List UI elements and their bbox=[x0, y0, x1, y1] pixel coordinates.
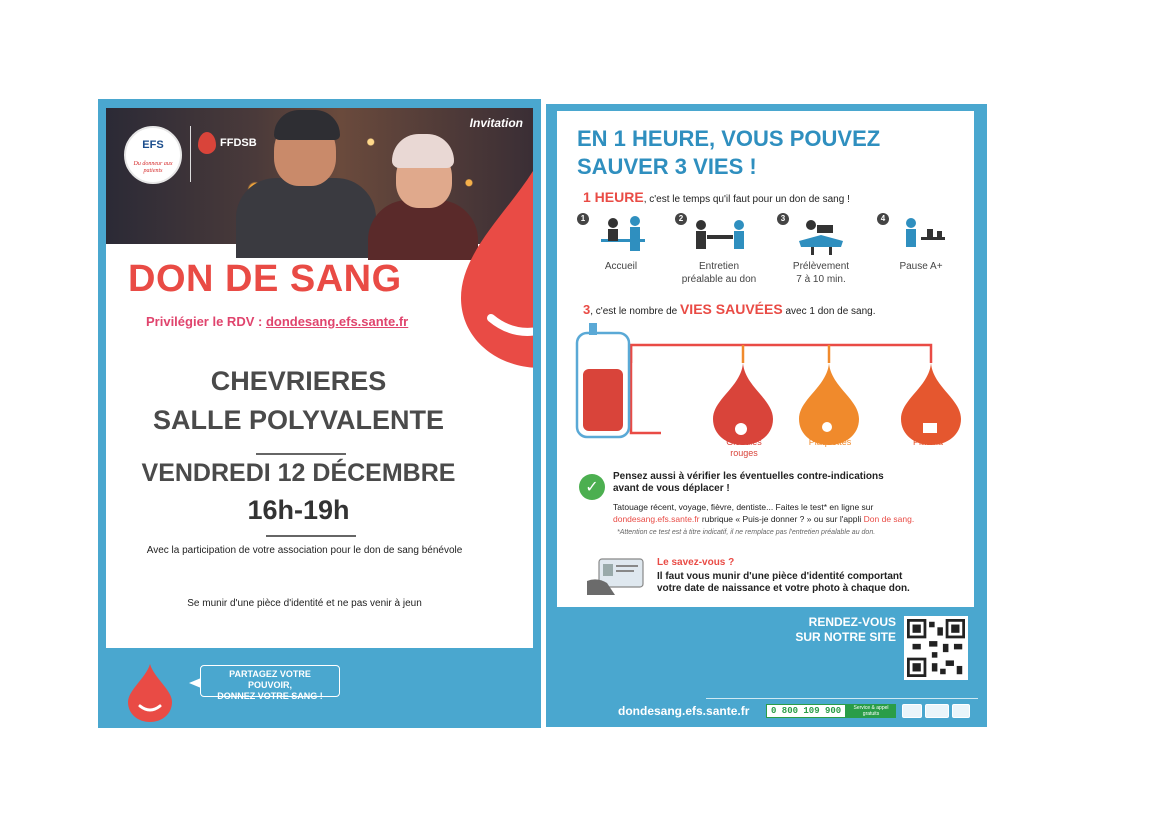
product-name: rouges bbox=[730, 448, 758, 458]
association-note: Avec la participation de votre association pour le don de sang bénévole bbox=[146, 545, 463, 556]
step-interview bbox=[669, 211, 769, 285]
lives-text: avec 1 don de sang. bbox=[782, 306, 876, 317]
cta-line: RENDEZ-VOUS bbox=[808, 615, 896, 629]
step-number: 2 bbox=[675, 213, 687, 225]
id-note: Se munir d'une pièce d'identité et ne pas venir à jeun bbox=[187, 598, 422, 609]
headline-line: SAUVER 3 VIES ! bbox=[577, 154, 757, 179]
phone-number: 0 800 109 900 bbox=[766, 704, 846, 718]
hour-highlight: 1 HEURE bbox=[583, 189, 644, 205]
lives-number: 3 bbox=[583, 302, 591, 317]
hour-text: , c'est le temps qu'il faut pour un don de sang ! bbox=[643, 194, 850, 205]
step-number: 3 bbox=[777, 213, 789, 225]
product-name: Globules bbox=[726, 437, 762, 447]
divider bbox=[256, 453, 346, 455]
step-label: Entretien bbox=[698, 261, 740, 272]
step-number: 1 bbox=[577, 213, 589, 225]
logo-divider bbox=[190, 126, 191, 182]
location-town: CHEVRIERES bbox=[210, 366, 387, 396]
id-card-icon bbox=[585, 555, 647, 597]
check-icon: ✓ bbox=[579, 474, 605, 500]
site-url[interactable]: dondesang.efs.sante.fr bbox=[618, 704, 750, 718]
woman-hat bbox=[392, 134, 454, 168]
slogan-line: PARTAGEZ VOTRE POUVOIR, bbox=[229, 669, 311, 690]
rdv-link[interactable]: dondesang.efs.sante.fr bbox=[265, 314, 409, 329]
ffdsb-logo bbox=[198, 132, 257, 154]
divider bbox=[266, 535, 356, 537]
flyer-title: DON DE SANG bbox=[128, 258, 402, 300]
step-label: Accueil bbox=[604, 261, 638, 272]
test-info-text: rubrique « Puis-je donner ? » ou sur l'appli bbox=[699, 514, 864, 524]
step-number: 4 bbox=[877, 213, 889, 225]
lives-text: , c'est le nombre de bbox=[590, 306, 680, 317]
product-name: Plasma bbox=[912, 437, 943, 447]
eligibility-link[interactable]: dondesang.efs.sante.fr bbox=[613, 514, 700, 524]
step-donation bbox=[771, 211, 871, 285]
rdv-line bbox=[146, 314, 408, 329]
info-flyer bbox=[546, 104, 987, 727]
efs-logo-tagline: Du donneur aux patients bbox=[133, 161, 173, 174]
lives-highlight: VIES SAUVÉES bbox=[679, 301, 783, 317]
efs-logo-text: EFS bbox=[142, 139, 164, 151]
free-call-tag: Service & appel gratuits bbox=[846, 704, 896, 718]
event-date: VENDREDI 12 DÉCEMBRE bbox=[141, 459, 456, 487]
warning-line: Pensez aussi à vérifier les éventuelles contre-indications bbox=[613, 471, 884, 482]
smiling-blood-drop-icon bbox=[126, 664, 174, 722]
step-label: Prélèvement bbox=[792, 261, 850, 272]
interview-icon bbox=[689, 211, 749, 259]
partner-logo-icon bbox=[952, 704, 970, 718]
partner-logo-icon bbox=[925, 704, 949, 718]
eligibility-test-info bbox=[613, 501, 914, 525]
invitation-flyer bbox=[98, 99, 541, 728]
efs-logo bbox=[124, 126, 182, 184]
step-break bbox=[871, 211, 971, 272]
product-name: Plaquettes bbox=[808, 437, 852, 447]
donation-chair-icon bbox=[791, 211, 851, 259]
man-figure bbox=[236, 178, 376, 258]
rdv-prefix: Privilégier le RDV : bbox=[146, 314, 266, 329]
attention-note: *Attention ce test est à titre indicatif, il ne remplace pas l'entretien préalable au don. bbox=[617, 529, 876, 536]
event-hours: 16h-19h bbox=[247, 495, 350, 525]
slogan-line: DONNEZ VOTRE SANG ! bbox=[217, 691, 323, 701]
ffdsb-text: FFDSB bbox=[220, 137, 257, 149]
contraindications-warning bbox=[613, 471, 884, 495]
step-welcome bbox=[571, 211, 671, 272]
id-requirement bbox=[657, 571, 910, 595]
info-card bbox=[557, 111, 974, 607]
lives-line bbox=[583, 301, 876, 317]
slogan-bubble bbox=[200, 665, 340, 701]
divider bbox=[706, 698, 978, 699]
man-hat bbox=[274, 110, 340, 140]
invitation-label: Invitation bbox=[469, 116, 523, 130]
hour-line bbox=[583, 189, 850, 205]
visit-site-cta bbox=[776, 615, 896, 645]
qr-code-icon[interactable] bbox=[904, 616, 968, 680]
test-info-line: Tatouage récent, voyage, fièvre, dentiste... Faites le test* en ligne sur bbox=[613, 502, 874, 512]
blood-drop-icon bbox=[198, 132, 216, 154]
id-requirement-line: Il faut vous munir d'une pièce d'identité comportant bbox=[657, 571, 903, 582]
app-name: Don de sang. bbox=[863, 514, 915, 524]
step-label: Pause A+ bbox=[899, 261, 943, 272]
did-you-know-title: Le savez-vous ? bbox=[657, 557, 735, 568]
info-headline bbox=[577, 125, 880, 181]
step-label: 7 à 10 min. bbox=[796, 274, 846, 285]
headline-line: EN 1 HEURE, VOUS POUVEZ bbox=[577, 126, 881, 151]
partner-logo-icon bbox=[902, 704, 922, 718]
break-snack-icon bbox=[891, 211, 951, 259]
flyer-card bbox=[106, 108, 533, 648]
big-blood-drop-icon bbox=[451, 128, 533, 368]
reception-icon bbox=[591, 211, 651, 259]
step-label: préalable au don bbox=[681, 274, 757, 285]
product-label bbox=[705, 437, 783, 459]
location-venue: SALLE POLYVALENTE bbox=[152, 405, 445, 435]
partner-badges bbox=[902, 704, 970, 718]
warning-line: avant de vous déplacer ! bbox=[613, 483, 730, 494]
cta-line: SUR NOTRE SITE bbox=[795, 630, 896, 644]
id-requirement-line: votre date de naissance et votre photo à chaque don. bbox=[657, 583, 910, 594]
